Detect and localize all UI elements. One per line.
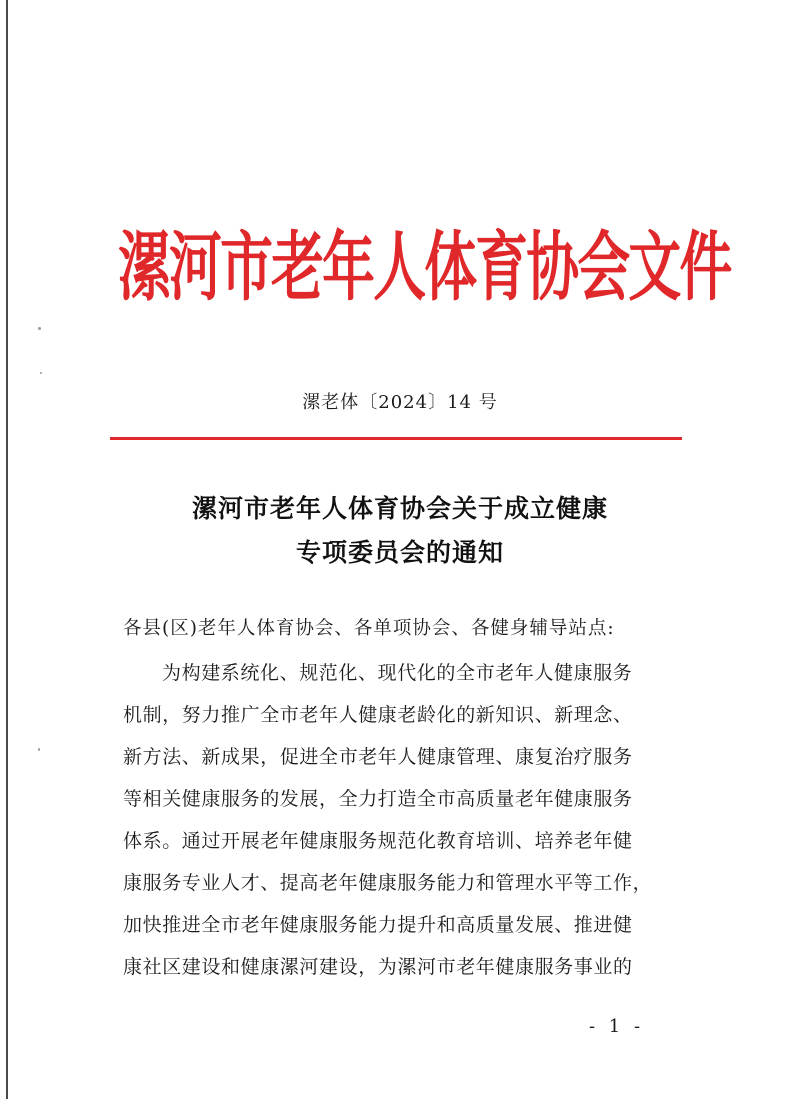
body-line: 机制，努力推广全市老年人健康老龄化的新知识、新理念、 <box>123 704 633 726</box>
body-line: 康服务专业人才、提高老年健康服务能力和管理水平等工作， <box>123 872 653 894</box>
body-line: 康社区建设和健康漯河建设，为漯河市老年健康服务事业的 <box>123 956 633 978</box>
body-line: 新方法、新成果，促进全市老年人健康管理、康复治疗服务 <box>123 746 633 768</box>
page-number: - 1 - <box>589 1016 645 1037</box>
scan-speck <box>38 748 40 751</box>
salutation: 各县(区)老年人体育协会、各单项协会、各健身辅导站点: <box>123 618 615 639</box>
body-line: 为构建系统化、规范化、现代化的全市老年人健康服务 <box>162 662 633 684</box>
body-line: 加快推进全市老年健康服务能力提升和高质量发展、推进健 <box>123 914 633 936</box>
body-line: 体系。通过开展老年健康服务规范化教育培训、培养老年健 <box>123 830 633 852</box>
document-title-line-1: 漯河市老年人体育协会关于成立健康 <box>191 494 608 523</box>
scan-speck <box>40 372 42 374</box>
body-line: 等相关健康服务的发展，全力打造全市高质量老年健康服务 <box>123 788 633 810</box>
red-divider-line <box>110 437 682 440</box>
scan-speck <box>38 327 41 330</box>
document-masthead: 漯河市老年人体育协会文件 <box>118 224 731 312</box>
document-title-line-2: 专项委员会的通知 <box>295 538 504 567</box>
document-number: 漯老体〔2024〕14 号 <box>302 392 498 413</box>
